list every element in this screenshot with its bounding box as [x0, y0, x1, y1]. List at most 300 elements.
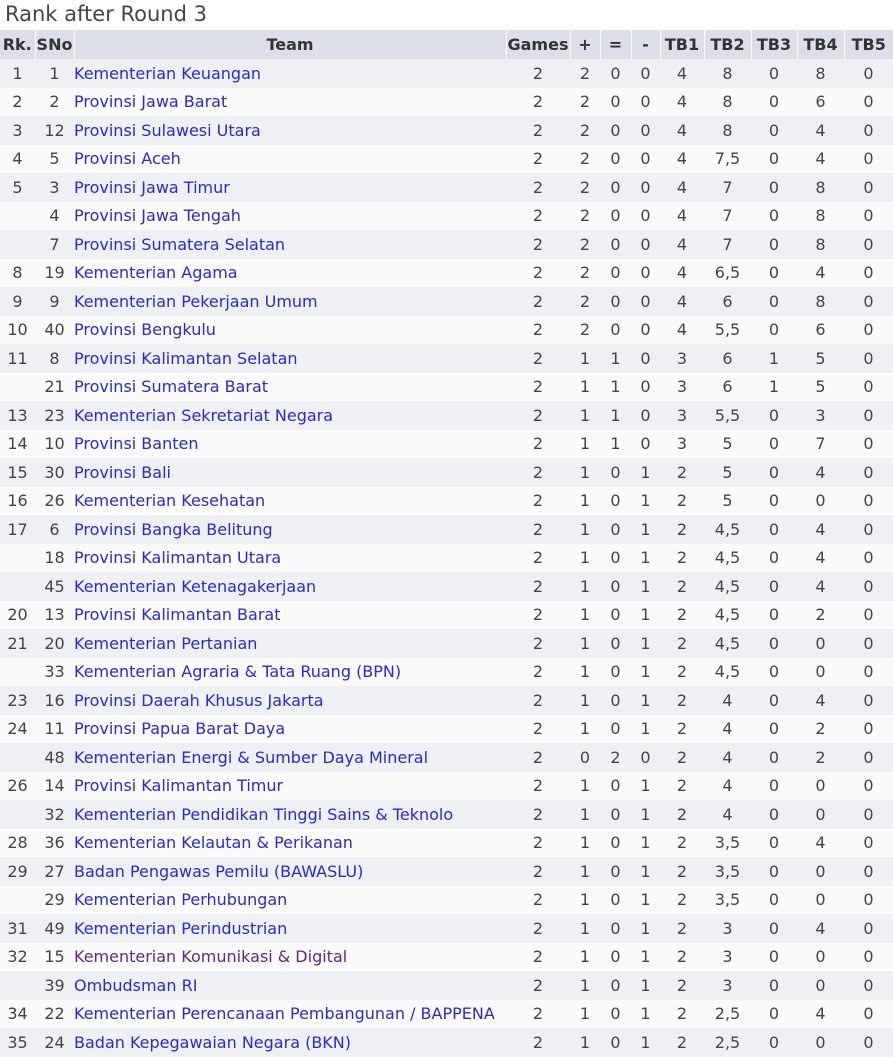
tb5-cell: 0 [863, 320, 874, 340]
tb5-cell: 0 [863, 177, 874, 197]
rank-cell: 17 [7, 519, 28, 539]
games-cell: 2 [532, 690, 544, 710]
draws-cell: 0 [610, 776, 621, 796]
column-header-draws[interactable]: = [600, 30, 631, 59]
table-row [0, 743, 893, 772]
tb3-cell: 0 [768, 519, 780, 539]
team-link[interactable]: Provinsi Jawa Barat [74, 92, 228, 112]
team-link[interactable]: Provinsi Bengkulu [74, 320, 216, 340]
sno-cell: 18 [44, 548, 65, 568]
games-cell: 2 [532, 1004, 544, 1024]
losses-cell: 1 [640, 804, 651, 824]
tb5-cell: 0 [863, 605, 874, 625]
tb3-cell: 0 [768, 890, 780, 910]
losses-cell: 1 [640, 633, 651, 653]
tb3-cell: 0 [768, 947, 780, 967]
tb4-cell: 0 [815, 890, 826, 910]
column-header-wins[interactable]: + [570, 30, 600, 59]
tb5-cell: 0 [863, 918, 874, 938]
table-row [0, 601, 893, 630]
losses-cell: 1 [640, 1032, 651, 1052]
games-cell: 2 [532, 918, 544, 938]
tb2-cell: 3 [722, 918, 733, 938]
tb2-cell: 3 [722, 947, 733, 967]
losses-cell: 0 [640, 348, 651, 368]
draws-cell: 1 [610, 405, 621, 425]
games-cell: 2 [532, 548, 544, 568]
tb4-cell: 5 [815, 377, 826, 397]
losses-cell: 0 [640, 747, 651, 767]
team-cell [74, 116, 506, 145]
tb5-cell: 0 [863, 149, 874, 169]
team-link[interactable]: Kementerian Perencanaan Pembangunan / BAPPENA [74, 1004, 495, 1024]
tb5-cell: 0 [863, 234, 874, 254]
tb4-cell: 6 [815, 92, 826, 112]
team-cell [74, 88, 506, 117]
column-header-tb2[interactable]: TB2 [704, 30, 751, 59]
team-link[interactable]: Provinsi Kalimantan Utara [74, 548, 282, 568]
draws-cell: 0 [610, 548, 621, 568]
team-cell [74, 458, 506, 487]
tb3-cell: 0 [768, 576, 780, 596]
tb1-cell: 2 [676, 462, 688, 482]
team-cell [74, 316, 506, 345]
tb2-cell: 4,5 [714, 633, 741, 653]
wins-cell: 0 [579, 747, 591, 767]
wins-cell: 2 [579, 120, 591, 140]
rank-cell [0, 373, 35, 402]
team-link[interactable]: Kementerian Pekerjaan Umum [74, 291, 318, 311]
tb4-cell: 4 [815, 462, 826, 482]
rank-cell: 21 [7, 633, 28, 653]
tb4-cell: 2 [815, 747, 826, 767]
team-link[interactable]: Ombudsman RI [74, 975, 198, 995]
tb3-cell: 0 [768, 234, 780, 254]
tb1-cell: 2 [676, 719, 688, 739]
tb4-cell: 4 [815, 833, 826, 853]
losses-cell: 0 [640, 206, 651, 226]
team-link[interactable]: Kementerian Agraria & Tata Ruang (BPN) [74, 662, 402, 682]
losses-cell: 0 [640, 320, 651, 340]
team-link[interactable]: Kementerian Perhubungan [74, 890, 288, 910]
games-cell: 2 [532, 320, 544, 340]
rank-cell: 29 [7, 861, 28, 881]
tb2-cell: 2,5 [714, 1032, 741, 1052]
wins-cell: 1 [579, 605, 591, 625]
tb1-cell: 4 [676, 263, 688, 283]
table-header-row [0, 30, 893, 59]
team-link[interactable]: Provinsi Kalimantan Selatan [74, 348, 298, 368]
tb3-cell: 0 [768, 975, 780, 995]
table-row [0, 943, 893, 972]
column-header-team[interactable]: Team [74, 30, 506, 59]
rank-cell [0, 230, 35, 259]
sno-cell: 22 [44, 1004, 65, 1024]
games-cell: 2 [532, 890, 544, 910]
rank-cell: 20 [7, 605, 28, 625]
tb1-cell: 2 [676, 633, 688, 653]
team-link[interactable]: Kementerian Komunikasi & Digital [74, 947, 348, 967]
games-cell: 2 [532, 861, 544, 881]
tb2-cell: 5 [722, 491, 733, 511]
table-row [0, 572, 893, 601]
team-link[interactable]: Kementerian Agama [74, 263, 238, 283]
games-cell: 2 [532, 519, 544, 539]
tb4-cell: 4 [815, 263, 826, 283]
tb3-cell: 0 [768, 92, 780, 112]
team-link[interactable]: Provinsi Kalimantan Timur [74, 776, 284, 796]
sno-cell: 24 [44, 1032, 65, 1052]
wins-cell: 1 [579, 975, 591, 995]
wins-cell: 2 [579, 263, 591, 283]
tb4-cell: 4 [815, 1004, 826, 1024]
tb1-cell: 4 [676, 206, 688, 226]
tb2-cell: 4 [722, 747, 733, 767]
sno-cell: 23 [44, 405, 65, 425]
team-link[interactable]: Kementerian Sekretariat Negara [74, 405, 334, 425]
tb5-cell: 0 [863, 462, 874, 482]
table-row [0, 88, 893, 117]
rank-cell [0, 886, 35, 915]
tb3-cell: 0 [768, 263, 780, 283]
tb2-cell: 8 [722, 63, 733, 83]
tb1-cell: 4 [676, 177, 688, 197]
tb1-cell: 4 [676, 291, 688, 311]
tb1-cell: 2 [676, 861, 688, 881]
table-row [0, 145, 893, 174]
column-header-tb3[interactable]: TB3 [751, 30, 797, 59]
column-header-tb4[interactable]: TB4 [797, 30, 844, 59]
losses-cell: 1 [640, 975, 651, 995]
tb5-cell: 0 [863, 348, 874, 368]
tb3-cell: 0 [768, 1032, 780, 1052]
draws-cell: 0 [610, 690, 621, 710]
column-header-sno[interactable]: SNo [35, 30, 74, 59]
tb4-cell: 0 [815, 804, 826, 824]
rank-cell: 13 [7, 405, 28, 425]
team-link[interactable]: Kementerian Ketenagakerjaan [74, 576, 317, 596]
tb3-cell: 0 [768, 177, 780, 197]
games-cell: 2 [532, 804, 544, 824]
team-cell [74, 59, 506, 88]
column-header-tb1[interactable]: TB1 [660, 30, 704, 59]
table-body [0, 59, 893, 1057]
team-link[interactable]: Badan Kepegawaian Negara (BKN) [74, 1032, 351, 1052]
tb4-cell: 4 [815, 149, 826, 169]
draws-cell: 0 [610, 519, 621, 539]
tb2-cell: 4,5 [714, 519, 741, 539]
losses-cell: 0 [640, 63, 651, 83]
rank-cell: 34 [7, 1004, 28, 1024]
tb4-cell: 0 [815, 975, 826, 995]
tb3-cell: 0 [768, 120, 780, 140]
team-link[interactable]: Provinsi Aceh [74, 149, 181, 169]
table-row [0, 829, 893, 858]
tb2-cell: 4 [722, 776, 733, 796]
team-link[interactable]: Badan Pengawas Pemilu (BAWASLU) [74, 861, 364, 881]
draws-cell: 0 [610, 491, 621, 511]
team-cell [74, 1028, 506, 1057]
tb3-cell: 0 [768, 291, 780, 311]
wins-cell: 1 [579, 947, 591, 967]
team-link[interactable]: Kementerian Keuangan [74, 63, 262, 83]
draws-cell: 1 [610, 348, 621, 368]
sno-cell: 29 [44, 890, 65, 910]
team-link[interactable]: Kementerian Kelautan & Perikanan [74, 833, 353, 853]
tb4-cell: 0 [815, 947, 826, 967]
draws-cell: 0 [610, 206, 621, 226]
tb5-cell: 0 [863, 633, 874, 653]
tb1-cell: 2 [676, 690, 688, 710]
wins-cell: 1 [579, 519, 591, 539]
table-row [0, 629, 893, 658]
table-row [0, 800, 893, 829]
team-link[interactable]: Provinsi Jawa Timur [74, 177, 230, 197]
games-cell: 2 [532, 719, 544, 739]
team-link[interactable]: Provinsi Banten [74, 434, 199, 454]
tb4-cell: 4 [815, 548, 826, 568]
tb1-cell: 4 [676, 149, 688, 169]
losses-cell: 0 [640, 177, 651, 197]
team-cell [74, 800, 506, 829]
tb2-cell: 4 [722, 690, 733, 710]
games-cell: 2 [532, 348, 544, 368]
team-link[interactable]: Provinsi Papua Barat Daya [74, 719, 286, 739]
tb4-cell: 8 [815, 291, 826, 311]
tb2-cell: 3,5 [714, 890, 741, 910]
losses-cell: 1 [640, 890, 651, 910]
tb2-cell: 6 [722, 291, 733, 311]
draws-cell: 0 [610, 918, 621, 938]
tb5-cell: 0 [863, 206, 874, 226]
team-cell [74, 857, 506, 886]
wins-cell: 1 [579, 833, 591, 853]
team-link[interactable]: Provinsi Daerah Khusus Jakarta [74, 690, 324, 710]
draws-cell: 0 [610, 1032, 621, 1052]
tb5-cell: 0 [863, 491, 874, 511]
draws-cell: 0 [610, 662, 621, 682]
wins-cell: 1 [579, 491, 591, 511]
tb1-cell: 2 [676, 975, 688, 995]
tb5-cell: 0 [863, 92, 874, 112]
tb5-cell: 0 [863, 1032, 874, 1052]
rank-cell: 32 [7, 947, 28, 967]
team-cell [74, 487, 506, 516]
page-title: Rank after Round 3 [5, 2, 207, 26]
tb3-cell: 0 [768, 719, 780, 739]
tb5-cell: 0 [863, 519, 874, 539]
column-header-games[interactable]: Games [506, 30, 570, 59]
tb4-cell: 3 [815, 405, 826, 425]
tb4-cell: 4 [815, 690, 826, 710]
sno-cell: 39 [44, 975, 65, 995]
tb4-cell: 8 [815, 177, 826, 197]
tb3-cell: 0 [768, 690, 780, 710]
table-row [0, 686, 893, 715]
team-link[interactable]: Provinsi Sumatera Barat [74, 377, 269, 397]
rank-cell: 24 [7, 719, 28, 739]
tb2-cell: 4,5 [714, 548, 741, 568]
table-row [0, 401, 893, 430]
tb4-cell: 0 [815, 776, 826, 796]
table-row [0, 715, 893, 744]
games-cell: 2 [532, 491, 544, 511]
tb3-cell: 0 [768, 776, 780, 796]
losses-cell: 1 [640, 462, 651, 482]
tb3-cell: 0 [768, 605, 780, 625]
team-cell [74, 202, 506, 231]
tb2-cell: 5 [722, 462, 733, 482]
column-header-rank[interactable]: Rk. [0, 30, 35, 59]
sno-cell: 36 [44, 833, 65, 853]
table-row [0, 857, 893, 886]
tb5-cell: 0 [863, 662, 874, 682]
games-cell: 2 [532, 291, 544, 311]
team-cell [74, 601, 506, 630]
games-cell: 2 [532, 576, 544, 596]
tb2-cell: 7 [722, 206, 733, 226]
sno-cell: 49 [44, 918, 65, 938]
tb2-cell: 6 [722, 377, 733, 397]
draws-cell: 0 [610, 263, 621, 283]
games-cell: 2 [532, 434, 544, 454]
tb4-cell: 4 [815, 918, 826, 938]
tb4-cell: 0 [815, 1032, 826, 1052]
tb5-cell: 0 [863, 1004, 874, 1024]
team-link[interactable]: Provinsi Sulawesi Utara [74, 120, 261, 140]
tb5-cell: 0 [863, 291, 874, 311]
sno-cell: 9 [49, 291, 60, 311]
sno-cell: 11 [44, 719, 65, 739]
tb4-cell: 4 [815, 576, 826, 596]
team-cell [74, 772, 506, 801]
losses-cell: 1 [640, 519, 651, 539]
tb1-cell: 2 [676, 548, 688, 568]
tb3-cell: 0 [768, 63, 780, 83]
wins-cell: 2 [579, 234, 591, 254]
wins-cell: 1 [579, 377, 591, 397]
table-row [0, 515, 893, 544]
team-link[interactable]: Kementerian Pertanian [74, 633, 258, 653]
tb2-cell: 3 [722, 975, 733, 995]
team-cell [74, 886, 506, 915]
table-row [0, 971, 893, 1000]
table-row [0, 914, 893, 943]
tb1-cell: 4 [676, 63, 688, 83]
team-cell [74, 743, 506, 772]
tb5-cell: 0 [863, 776, 874, 796]
sno-cell: 4 [49, 206, 60, 226]
column-header-losses[interactable]: - [631, 30, 660, 59]
losses-cell: 0 [640, 263, 651, 283]
tb4-cell: 0 [815, 633, 826, 653]
rank-cell: 2 [12, 92, 23, 112]
wins-cell: 1 [579, 804, 591, 824]
draws-cell: 0 [610, 177, 621, 197]
games-cell: 2 [532, 747, 544, 767]
wins-cell: 2 [579, 177, 591, 197]
wins-cell: 1 [579, 348, 591, 368]
wins-cell: 2 [579, 63, 591, 83]
team-link[interactable]: Kementerian Kesehatan [74, 491, 266, 511]
games-cell: 2 [532, 833, 544, 853]
wins-cell: 1 [579, 405, 591, 425]
column-header-tb5[interactable]: TB5 [851, 35, 886, 54]
rank-cell: 3 [12, 120, 23, 140]
tb3-cell: 0 [768, 491, 780, 511]
tb2-cell: 4 [722, 804, 733, 824]
team-cell [74, 430, 506, 459]
team-link[interactable]: Kementerian Perindustrian [74, 918, 288, 938]
tb5-cell: 0 [863, 833, 874, 853]
team-link[interactable]: Provinsi Sumatera Selatan [74, 234, 286, 254]
tb5-cell: 0 [863, 747, 874, 767]
tb2-cell: 3,5 [714, 861, 741, 881]
team-cell [74, 686, 506, 715]
team-link[interactable]: Provinsi Jawa Tengah [74, 206, 241, 226]
tb2-cell: 7 [722, 234, 733, 254]
draws-cell: 0 [610, 320, 621, 340]
tb1-cell: 2 [676, 576, 688, 596]
team-link[interactable]: Provinsi Kalimantan Barat [74, 605, 281, 625]
tb1-cell: 3 [676, 405, 688, 425]
games-cell: 2 [532, 149, 544, 169]
wins-cell: 1 [579, 918, 591, 938]
draws-cell: 0 [610, 861, 621, 881]
team-link[interactable]: Provinsi Bangka Belitung [74, 519, 273, 539]
team-cell [74, 401, 506, 430]
tb2-cell: 3,5 [714, 833, 741, 853]
wins-cell: 1 [579, 1032, 591, 1052]
wins-cell: 1 [579, 662, 591, 682]
team-link[interactable]: Kementerian Energi & Sumber Daya Mineral [74, 747, 429, 767]
team-link[interactable]: Kementerian Pendidikan Tinggi Sains & Teknolo [74, 804, 454, 824]
wins-cell: 1 [579, 861, 591, 881]
tb4-cell: 4 [815, 519, 826, 539]
tb2-cell: 4 [722, 719, 733, 739]
tb2-cell: 7 [722, 177, 733, 197]
tb3-cell: 0 [768, 548, 780, 568]
draws-cell: 0 [610, 890, 621, 910]
tb1-cell: 4 [676, 234, 688, 254]
rank-cell: 4 [12, 149, 23, 169]
tb1-cell: 3 [676, 348, 688, 368]
sno-cell: 32 [44, 804, 65, 824]
team-cell [74, 259, 506, 288]
team-cell [74, 287, 506, 316]
games-cell: 2 [532, 120, 544, 140]
tb5-cell: 0 [863, 576, 874, 596]
tb3-cell: 0 [768, 861, 780, 881]
rank-cell: 5 [12, 177, 23, 197]
sno-cell: 26 [44, 491, 65, 511]
losses-cell: 1 [640, 690, 651, 710]
draws-cell: 0 [610, 291, 621, 311]
tb4-cell: 8 [815, 234, 826, 254]
tb5-cell: 0 [863, 690, 874, 710]
tb3-cell: 0 [768, 633, 780, 653]
draws-cell: 0 [610, 63, 621, 83]
tb1-cell: 4 [676, 320, 688, 340]
rank-cell [0, 544, 35, 573]
sno-cell: 16 [44, 690, 65, 710]
games-cell: 2 [532, 776, 544, 796]
tb2-cell: 5,5 [714, 405, 741, 425]
sno-cell: 3 [49, 177, 60, 197]
team-link[interactable]: Provinsi Bali [74, 462, 171, 482]
tb5-cell: 0 [863, 405, 874, 425]
draws-cell: 0 [610, 633, 621, 653]
